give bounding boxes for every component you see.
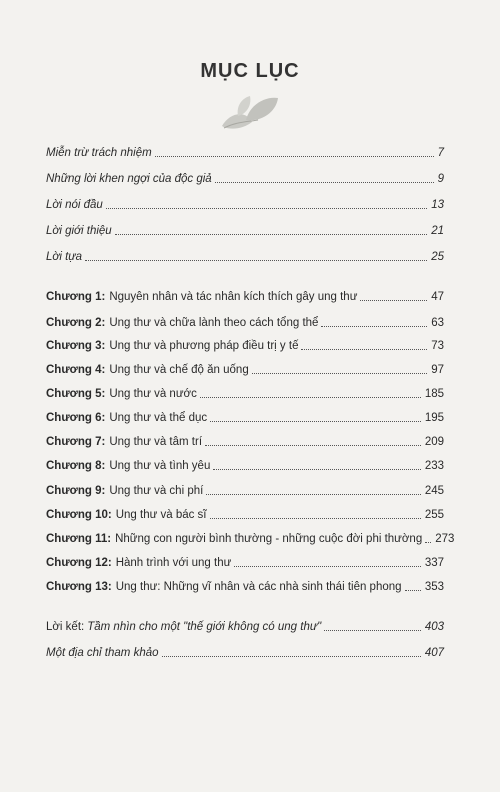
- chapter-page: 245: [424, 485, 444, 497]
- chapter-title: Ung thư và chữa lành theo cách tổng thể: [109, 317, 319, 329]
- toc-entry[interactable]: [46, 246, 444, 264]
- chapter-title: Ung thư và nước: [109, 388, 197, 400]
- toc-entry[interactable]: [46, 642, 444, 660]
- dot-leader: [162, 656, 421, 657]
- dot-leader: [360, 300, 427, 301]
- toc-chapter-entry[interactable]: [46, 431, 444, 449]
- toc-chapter-entry[interactable]: [46, 359, 444, 377]
- toc-chapter-entry[interactable]: [46, 504, 444, 522]
- chapter-title: Ung thư và chi phí: [109, 485, 204, 497]
- chapter-title: Ung thư: Những vĩ nhân và các nhà sinh thái tiên phong: [115, 581, 402, 593]
- toc-entry-label: Lời tựa: [46, 251, 82, 263]
- toc-entry-label: Tầm nhìn cho một "thế giới không có ung thư": [87, 621, 322, 633]
- toc-entry-page: 9: [437, 173, 444, 185]
- dot-leader: [115, 234, 428, 235]
- dot-leader: [405, 590, 421, 591]
- toc-entry[interactable]: [46, 616, 444, 634]
- dot-leader: [205, 445, 421, 446]
- chapter-page: 233: [424, 460, 444, 472]
- toc-entry-page: 407: [424, 647, 444, 659]
- dot-leader: [301, 349, 427, 350]
- chapter-number: Chương 2:: [46, 317, 106, 329]
- toc-chapter-entry[interactable]: [46, 552, 444, 570]
- chapter-number: Chương 3:: [46, 340, 106, 352]
- leaf-ornament-icon: [216, 92, 286, 132]
- chapter-number: Chương 5:: [46, 388, 106, 400]
- toc-chapter-entry[interactable]: [46, 335, 444, 353]
- chapter-title: Ung thư và bác sĩ: [115, 509, 207, 521]
- chapter-title: Những con người bình thường - những cuộc đời phi thường: [115, 533, 423, 545]
- chapter-number: Chương 6:: [46, 412, 106, 424]
- page-title: MỤC LỤC: [200, 60, 300, 82]
- chapter-title: Ung thư và tâm trí: [109, 436, 203, 448]
- toc-entry-page: 21: [431, 225, 444, 237]
- chapter-page: 273: [435, 533, 455, 545]
- chapter-number: Chương 12:: [46, 557, 112, 569]
- toc-entry[interactable]: [46, 142, 444, 160]
- chapter-page: 63: [431, 317, 444, 329]
- chapter-page: 209: [424, 436, 444, 448]
- chapter-page: 73: [431, 340, 444, 352]
- chapter-number: Chương 8:: [46, 460, 106, 472]
- chapter-title: Ung thư và phương pháp điều trị y tế: [109, 340, 299, 352]
- dot-leader: [324, 630, 421, 631]
- toc-entry[interactable]: [46, 168, 444, 186]
- chapter-page: 47: [431, 291, 444, 303]
- toc-entry-label: Lời giới thiệu: [46, 225, 112, 237]
- dot-leader: [206, 494, 421, 495]
- toc-chapter-entry[interactable]: [46, 312, 444, 330]
- chapter-title: Ung thư và tình yêu: [109, 460, 211, 472]
- chapter-title: Nguyên nhân và tác nhân kích thích gây ung thư: [109, 291, 358, 303]
- chapter-number: Chương 13:: [46, 581, 112, 593]
- toc-entry-page: 25: [431, 251, 444, 263]
- chapter-page: 185: [424, 388, 444, 400]
- dot-leader: [210, 421, 421, 422]
- dot-leader: [106, 208, 427, 209]
- chapter-title: Ung thư và chế độ ăn uống: [109, 364, 249, 376]
- toc-entry-label: Lời nói đầu: [46, 199, 103, 211]
- toc-entry-page: 7: [437, 147, 444, 159]
- chapter-number: Chương 4:: [46, 364, 106, 376]
- toc-entry-page: 13: [431, 199, 444, 211]
- toc-chapter-entry[interactable]: [46, 407, 444, 425]
- chapter-page: 337: [424, 557, 444, 569]
- toc-entry-label: Những lời khen ngợi của độc giả: [46, 173, 212, 185]
- chapter-number: Chương 10:: [46, 509, 112, 521]
- toc-entry[interactable]: [46, 194, 444, 212]
- dot-leader: [321, 326, 427, 327]
- toc-chapter-entry[interactable]: [46, 480, 444, 498]
- toc-entry[interactable]: [46, 220, 444, 238]
- dot-leader: [200, 397, 421, 398]
- chapter-number: Chương 1:: [46, 291, 106, 303]
- dot-leader: [234, 566, 421, 567]
- chapter-title: Hành trình với ung thư: [115, 557, 232, 569]
- toc-chapter-entry[interactable]: [46, 528, 455, 546]
- dot-leader: [213, 469, 420, 470]
- toc-chapter-entry[interactable]: [46, 286, 444, 304]
- dot-leader: [155, 156, 434, 157]
- toc-entry-page: 403: [424, 621, 444, 633]
- chapter-title: Ung thư và thể dục: [109, 412, 208, 424]
- toc-entry-label: Miễn trừ trách nhiệm: [46, 147, 152, 159]
- toc-chapter-entry[interactable]: [46, 455, 444, 473]
- chapter-page: 195: [424, 412, 444, 424]
- toc-chapter-entry[interactable]: [46, 383, 444, 401]
- toc-entry-prefix: Lời kết:: [46, 621, 85, 633]
- dot-leader: [85, 260, 427, 261]
- dot-leader: [210, 518, 421, 519]
- toc-chapter-entry[interactable]: [46, 576, 444, 594]
- chapter-number: Chương 11:: [46, 533, 112, 545]
- chapter-page: 255: [424, 509, 444, 521]
- dot-leader: [215, 182, 434, 183]
- dot-leader: [425, 542, 431, 543]
- toc-entry-label: Một địa chỉ tham khảo: [46, 647, 159, 659]
- chapter-page: 97: [431, 364, 444, 376]
- chapter-number: Chương 7:: [46, 436, 106, 448]
- dot-leader: [252, 373, 427, 374]
- chapter-number: Chương 9:: [46, 485, 106, 497]
- chapter-page: 353: [424, 581, 444, 593]
